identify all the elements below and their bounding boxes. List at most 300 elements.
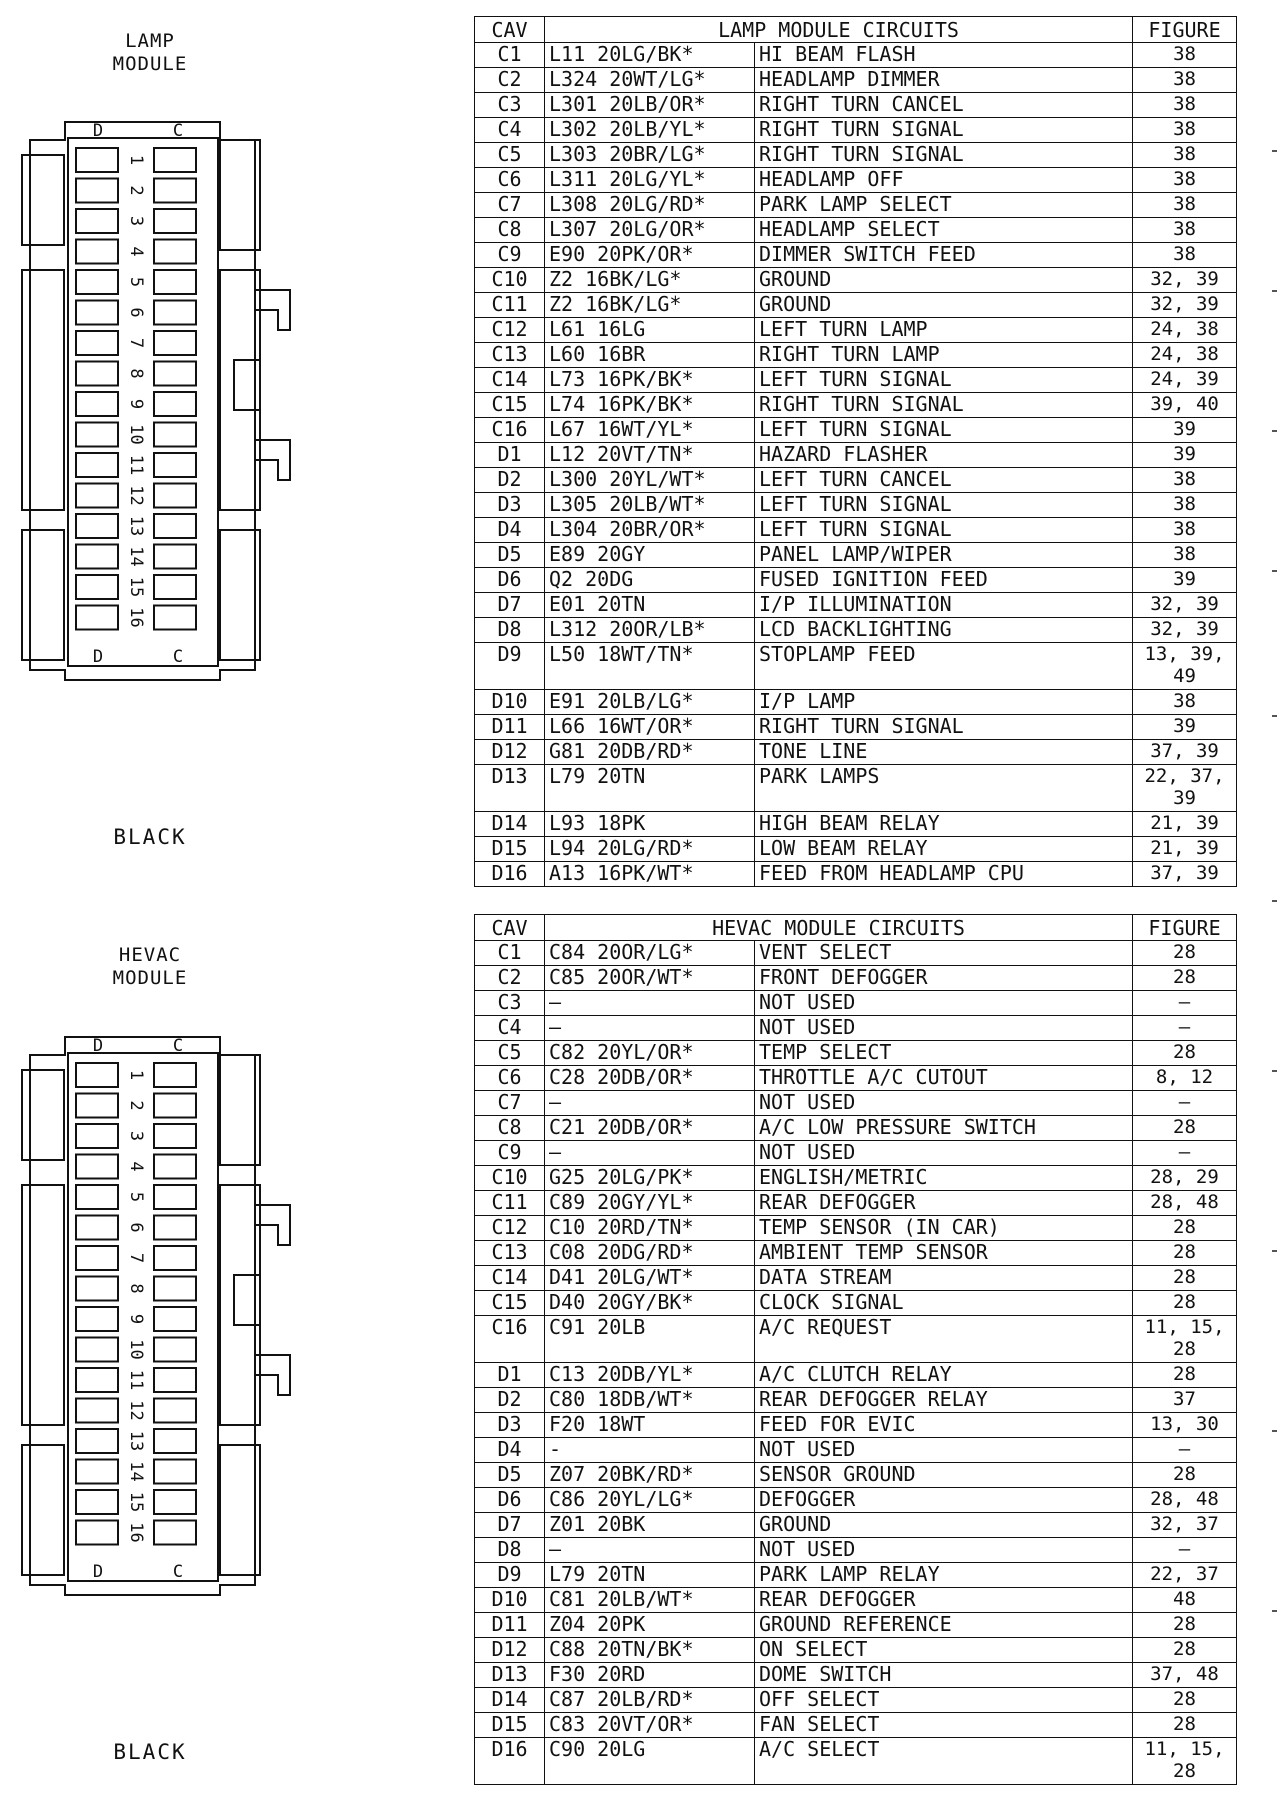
function-cell: I/P LAMP (755, 690, 1133, 715)
pin-number: 5 (126, 276, 146, 288)
cav-cell: C16 (475, 1316, 545, 1363)
table-row (475, 318, 1237, 343)
cav-cell: C4 (475, 118, 545, 143)
figure-cell: 28 (1133, 1363, 1237, 1388)
cav-cell: C1 (475, 941, 545, 966)
table-row (475, 1488, 1237, 1513)
wire-cell: L66 16WT/OR* (545, 715, 755, 740)
wire-cell: D41 20LG/WT* (545, 1266, 755, 1291)
pin-number: 2 (126, 185, 146, 196)
function-cell: NOT USED (755, 1538, 1133, 1563)
table-row (475, 1066, 1237, 1091)
cav-cell: C12 (475, 1216, 545, 1241)
pin-number: 10 (126, 424, 146, 445)
connector-side-rail (22, 1070, 64, 1160)
function-cell: A/C CLUTCH RELAY (755, 1363, 1133, 1388)
cavity-d (76, 545, 118, 569)
pin-number: 14 (126, 1461, 146, 1482)
figure-cell: 28 (1133, 1116, 1237, 1141)
cavity-d (76, 453, 118, 477)
table-row (475, 765, 1237, 812)
pin-number: 13 (126, 1430, 146, 1452)
wire-cell: L300 20YL/WT* (545, 468, 755, 493)
figure-cell: 21, 39 (1133, 812, 1237, 837)
cav-cell: D5 (475, 543, 545, 568)
cav-cell: D7 (475, 1513, 545, 1538)
cavity-d (76, 240, 118, 264)
cavity-c (154, 1307, 196, 1331)
row-letter-c: C (172, 121, 184, 141)
wire-cell: C80 18DB/WT* (545, 1388, 755, 1413)
wire-cell: G81 20DB/RD* (545, 740, 755, 765)
cavity-c (154, 484, 196, 508)
cav-cell: C10 (475, 268, 545, 293)
cav-cell: C15 (475, 1291, 545, 1316)
figure-cell: 38 (1133, 243, 1237, 268)
wire-cell: C10 20RD/TN* (545, 1216, 755, 1241)
function-cell: DEFOGGER (755, 1488, 1133, 1513)
table-row (475, 1091, 1237, 1116)
cavity-d (76, 301, 118, 325)
cavity-d (76, 148, 118, 172)
wire-cell: L79 20TN (545, 1563, 755, 1588)
table-row (475, 690, 1237, 715)
row-letter-c: C (172, 647, 184, 667)
wire-cell: E91 20LB/LG* (545, 690, 755, 715)
function-cell: GROUND (755, 1513, 1133, 1538)
cav-cell: C9 (475, 1141, 545, 1166)
cavity-d (76, 1521, 118, 1545)
cav-cell: D3 (475, 493, 545, 518)
function-cell: HEADLAMP OFF (755, 168, 1133, 193)
figure-cell: 24, 38 (1133, 318, 1237, 343)
cav-header: CAV (475, 17, 545, 43)
function-cell: GROUND (755, 268, 1133, 293)
function-cell: A/C LOW PRESSURE SWITCH (755, 1116, 1133, 1141)
figure-cell: 39 (1133, 715, 1237, 740)
figure-cell: 37, 39 (1133, 740, 1237, 765)
table-row (475, 618, 1237, 643)
figure-cell: 8, 12 (1133, 1066, 1237, 1091)
wire-cell: C82 20YL/OR* (545, 1041, 755, 1066)
cav-cell: D11 (475, 715, 545, 740)
function-cell: PARK LAMPS (755, 765, 1133, 812)
cav-cell: D12 (475, 1638, 545, 1663)
table-row (475, 1266, 1237, 1291)
connector-side-rail (22, 155, 64, 245)
cavity-c (154, 301, 196, 325)
cav-cell: D12 (475, 740, 545, 765)
connector-side-rail (22, 530, 64, 660)
pin-number: 9 (126, 398, 146, 410)
cavity-c (154, 1063, 196, 1087)
connector-latch (256, 1205, 290, 1245)
table-row (475, 1116, 1237, 1141)
pin-number: 7 (126, 1252, 146, 1264)
cavity-c (154, 1246, 196, 1270)
figure-cell: 37 (1133, 1388, 1237, 1413)
cav-cell: C11 (475, 293, 545, 318)
function-cell: RIGHT TURN SIGNAL (755, 715, 1133, 740)
figure-cell: 22, 37 (1133, 1563, 1237, 1588)
pin-number: 11 (126, 1369, 146, 1391)
function-cell: HEADLAMP SELECT (755, 218, 1133, 243)
table-row (475, 1588, 1237, 1613)
function-cell: FAN SELECT (755, 1713, 1133, 1738)
table-row (475, 1713, 1237, 1738)
wire-cell: — (545, 1016, 755, 1041)
cav-cell: D1 (475, 443, 545, 468)
function-cell: DATA STREAM (755, 1266, 1133, 1291)
function-cell: VENT SELECT (755, 941, 1133, 966)
cavity-d (76, 423, 118, 447)
figure-cell: 38 (1133, 68, 1237, 93)
figure-cell: — (1133, 1091, 1237, 1116)
cav-cell: C3 (475, 991, 545, 1016)
function-cell: THROTTLE A/C CUTOUT (755, 1066, 1133, 1091)
cav-cell: D13 (475, 765, 545, 812)
cavity-c (154, 545, 196, 569)
cavity-d (76, 179, 118, 203)
wire-cell: L74 16PK/BK* (545, 393, 755, 418)
connector-latch (256, 290, 290, 330)
table-row (475, 268, 1237, 293)
function-cell: LEFT TURN SIGNAL (755, 493, 1133, 518)
table-row (475, 518, 1237, 543)
figure-cell: 28, 48 (1133, 1488, 1237, 1513)
function-cell: I/P ILLUMINATION (755, 593, 1133, 618)
table-row (475, 43, 1237, 68)
wire-cell: F30 20RD (545, 1663, 755, 1688)
figure-cell: 28, 48 (1133, 1191, 1237, 1216)
wire-cell: L304 20BR/OR* (545, 518, 755, 543)
pin-number: 14 (126, 546, 146, 567)
cavity-c (154, 606, 196, 630)
hevac-module-title: HEVAC MODULE (112, 944, 188, 989)
table-row (475, 1563, 1237, 1588)
table-row (475, 1241, 1237, 1266)
cav-cell: C3 (475, 93, 545, 118)
function-cell: TEMP SELECT (755, 1041, 1133, 1066)
cavity-d (76, 209, 118, 233)
cav-cell: C6 (475, 1066, 545, 1091)
wire-cell: L61 16LG (545, 318, 755, 343)
cavity-d (76, 1490, 118, 1514)
table-row (475, 1513, 1237, 1538)
cavity-d (76, 1429, 118, 1453)
cavity-c (154, 453, 196, 477)
wire-cell: L79 20TN (545, 765, 755, 812)
cav-cell: D13 (475, 1663, 545, 1688)
cav-cell: C13 (475, 343, 545, 368)
pin-number: 1 (126, 1069, 146, 1081)
table-row (475, 941, 1237, 966)
function-cell: LEFT TURN SIGNAL (755, 418, 1133, 443)
wire-cell: C85 20OR/WT* (545, 966, 755, 991)
wire-cell: L307 20LG/OR* (545, 218, 755, 243)
figure-cell: — (1133, 1438, 1237, 1463)
cavity-c (154, 1368, 196, 1392)
cavity-d (76, 1246, 118, 1270)
figure-cell: — (1133, 1141, 1237, 1166)
table-row (475, 1738, 1237, 1785)
function-cell: RIGHT TURN LAMP (755, 343, 1133, 368)
wire-cell: L67 16WT/YL* (545, 418, 755, 443)
cavity-c (154, 1490, 196, 1514)
wire-cell: — (545, 1141, 755, 1166)
figure-cell: 11, 15, 28 (1133, 1316, 1237, 1363)
function-cell: PANEL LAMP/WIPER (755, 543, 1133, 568)
table-row (475, 468, 1237, 493)
figure-cell: 38 (1133, 690, 1237, 715)
cav-cell: C11 (475, 1191, 545, 1216)
function-cell: ENGLISH/METRIC (755, 1166, 1133, 1191)
cavity-c (154, 1094, 196, 1118)
table-row (475, 1613, 1237, 1638)
wire-cell: D40 20GY/BK* (545, 1291, 755, 1316)
cavity-c (154, 1277, 196, 1301)
function-cell: LEFT TURN LAMP (755, 318, 1133, 343)
figure-cell: 37, 48 (1133, 1663, 1237, 1688)
cav-cell: C2 (475, 966, 545, 991)
connector-side-rail (22, 270, 64, 510)
connector-latch (256, 440, 290, 480)
cav-cell: D9 (475, 1563, 545, 1588)
table-row (475, 343, 1237, 368)
function-cell: TEMP SENSOR (IN CAR) (755, 1216, 1133, 1241)
cav-cell: C2 (475, 68, 545, 93)
figure-cell: 28 (1133, 1241, 1237, 1266)
figure-cell: 32, 39 (1133, 268, 1237, 293)
function-cell: REAR DEFOGGER (755, 1191, 1133, 1216)
table-row (475, 193, 1237, 218)
figure-cell: 38 (1133, 143, 1237, 168)
cav-cell: D15 (475, 837, 545, 862)
figure-cell: 39, 40 (1133, 393, 1237, 418)
lamp-module-title: LAMP MODULE (112, 30, 188, 75)
function-cell: LEFT TURN CANCEL (755, 468, 1133, 493)
wire-cell: C89 20GY/YL* (545, 1191, 755, 1216)
figure-cell: 32, 39 (1133, 293, 1237, 318)
figure-cell: 39 (1133, 418, 1237, 443)
cavity-c (154, 575, 196, 599)
table-row (475, 1041, 1237, 1066)
table-row (475, 593, 1237, 618)
function-cell: AMBIENT TEMP SENSOR (755, 1241, 1133, 1266)
cavity-d (76, 1155, 118, 1179)
table-row (475, 1413, 1237, 1438)
cavity-d (76, 1368, 118, 1392)
function-cell: PARK LAMP SELECT (755, 193, 1133, 218)
cav-cell: C8 (475, 218, 545, 243)
figure-cell: 38 (1133, 43, 1237, 68)
table-row (475, 168, 1237, 193)
table-row (475, 966, 1237, 991)
function-cell: SENSOR GROUND (755, 1463, 1133, 1488)
function-cell: HAZARD FLASHER (755, 443, 1133, 468)
cav-cell: C9 (475, 243, 545, 268)
pin-number: 6 (126, 307, 146, 318)
wire-cell: C84 20OR/LG* (545, 941, 755, 966)
pin-number: 9 (126, 1313, 146, 1325)
cavity-d (76, 514, 118, 538)
table-row (475, 368, 1237, 393)
wire-cell: L73 16PK/BK* (545, 368, 755, 393)
wire-cell: C90 20LG (545, 1738, 755, 1785)
figure-cell: 38 (1133, 118, 1237, 143)
cavity-d (76, 1307, 118, 1331)
pin-number: 1 (126, 154, 146, 166)
cav-cell: C12 (475, 318, 545, 343)
cavity-c (154, 1338, 196, 1362)
wire-cell: Z2 16BK/LG* (545, 268, 755, 293)
cav-cell: D8 (475, 1538, 545, 1563)
wire-cell: C08 20DG/RD* (545, 1241, 755, 1266)
cavity-c (154, 1155, 196, 1179)
cav-cell: D14 (475, 1688, 545, 1713)
table-row (475, 991, 1237, 1016)
wire-cell: - (545, 1438, 755, 1463)
function-cell: LEFT TURN SIGNAL (755, 368, 1133, 393)
wire-cell: Z01 20BK (545, 1513, 755, 1538)
wire-cell: Z07 20BK/RD* (545, 1463, 755, 1488)
table-row (475, 418, 1237, 443)
function-cell: LCD BACKLIGHTING (755, 618, 1133, 643)
cavity-c (154, 1460, 196, 1484)
table-row (475, 1438, 1237, 1463)
pin-number: 16 (126, 607, 146, 628)
function-cell: CLOCK SIGNAL (755, 1291, 1133, 1316)
function-cell: RIGHT TURN SIGNAL (755, 118, 1133, 143)
pin-number: 10 (126, 1339, 146, 1360)
cav-cell: C5 (475, 143, 545, 168)
wire-cell: C86 20YL/LG* (545, 1488, 755, 1513)
wire-cell: L311 20LG/YL* (545, 168, 755, 193)
figure-cell: 11, 15, 28 (1133, 1738, 1237, 1785)
cav-cell: D2 (475, 1388, 545, 1413)
cavity-d (76, 606, 118, 630)
cav-cell: D5 (475, 1463, 545, 1488)
figure-cell: 28 (1133, 1266, 1237, 1291)
cavity-d (76, 1063, 118, 1087)
cavity-c (154, 1399, 196, 1423)
pin-number: 2 (126, 1100, 146, 1111)
cav-cell: D6 (475, 568, 545, 593)
wire-cell: Z2 16BK/LG* (545, 293, 755, 318)
table-row (475, 118, 1237, 143)
cav-cell: D11 (475, 1613, 545, 1638)
cavity-c (154, 148, 196, 172)
figure-header: FIGURE (1133, 17, 1237, 43)
figure-cell: 32, 37 (1133, 1513, 1237, 1538)
wire-cell: G25 20LG/PK* (545, 1166, 755, 1191)
table-row (475, 543, 1237, 568)
wire-cell: L312 20OR/LB* (545, 618, 755, 643)
wire-cell: C81 20LB/WT* (545, 1588, 755, 1613)
cavity-c (154, 1124, 196, 1148)
figure-cell: 38 (1133, 493, 1237, 518)
cav-cell: C8 (475, 1116, 545, 1141)
lamp-module-color: BLACK (113, 825, 187, 849)
cav-cell: C7 (475, 193, 545, 218)
figure-cell: 28 (1133, 1713, 1237, 1738)
connector-latch (256, 1355, 290, 1395)
cavity-c (154, 1185, 196, 1209)
cavity-d (76, 1216, 118, 1240)
wire-cell: L12 20VT/TN* (545, 443, 755, 468)
cav-cell: D16 (475, 1738, 545, 1785)
pin-number: 4 (126, 1161, 146, 1172)
pin-number: 4 (126, 246, 146, 257)
figure-cell: 38 (1133, 93, 1237, 118)
table-row (475, 1191, 1237, 1216)
figure-cell: 21, 39 (1133, 837, 1237, 862)
wire-cell: C28 20DB/OR* (545, 1066, 755, 1091)
wire-cell: C87 20LB/RD* (545, 1688, 755, 1713)
function-cell: GROUND REFERENCE (755, 1613, 1133, 1638)
pin-number: 8 (126, 1283, 146, 1294)
wire-cell: L301 20LB/OR* (545, 93, 755, 118)
wire-cell: Z04 20PK (545, 1613, 755, 1638)
figure-cell: 32, 39 (1133, 618, 1237, 643)
cavity-d (76, 1460, 118, 1484)
cav-cell: D10 (475, 1588, 545, 1613)
cavity-c (154, 1521, 196, 1545)
cav-cell: D10 (475, 690, 545, 715)
function-cell: FEED FROM HEADLAMP CPU (755, 862, 1133, 887)
cavity-d (76, 1094, 118, 1118)
cav-cell: C5 (475, 1041, 545, 1066)
cav-cell: D4 (475, 518, 545, 543)
connector-key (234, 360, 260, 410)
cavity-d (76, 270, 118, 294)
figure-cell: 28 (1133, 1688, 1237, 1713)
wire-cell: L93 18PK (545, 812, 755, 837)
wire-cell: L302 20LB/YL* (545, 118, 755, 143)
cavity-d (76, 1185, 118, 1209)
connector-key (234, 1275, 260, 1325)
function-cell: LOW BEAM RELAY (755, 837, 1133, 862)
wire-cell: L50 18WT/TN* (545, 643, 755, 690)
function-cell: NOT USED (755, 1091, 1133, 1116)
row-letter-c: C (172, 1562, 184, 1582)
cav-cell: C13 (475, 1241, 545, 1266)
function-cell: HI BEAM FLASH (755, 43, 1133, 68)
cav-header: CAV (475, 915, 545, 941)
cav-cell: C16 (475, 418, 545, 443)
function-cell: STOPLAMP FEED (755, 643, 1133, 690)
function-cell: HIGH BEAM RELAY (755, 812, 1133, 837)
figure-cell: 38 (1133, 518, 1237, 543)
table-row (475, 643, 1237, 690)
cav-cell: D4 (475, 1438, 545, 1463)
wire-cell: L60 16BR (545, 343, 755, 368)
wire-cell: L308 20LG/RD* (545, 193, 755, 218)
hevac-circuits-table (474, 914, 1237, 1785)
cav-cell: D9 (475, 643, 545, 690)
cavity-d (76, 331, 118, 355)
wire-cell: E01 20TN (545, 593, 755, 618)
table-row (475, 1166, 1237, 1191)
figure-cell: 39 (1133, 568, 1237, 593)
cav-cell: D6 (475, 1488, 545, 1513)
cavity-d (76, 575, 118, 599)
row-letter-d: D (92, 647, 104, 667)
function-cell: REAR DEFOGGER (755, 1588, 1133, 1613)
function-cell: NOT USED (755, 1141, 1133, 1166)
cav-cell: C14 (475, 368, 545, 393)
function-cell: NOT USED (755, 1438, 1133, 1463)
